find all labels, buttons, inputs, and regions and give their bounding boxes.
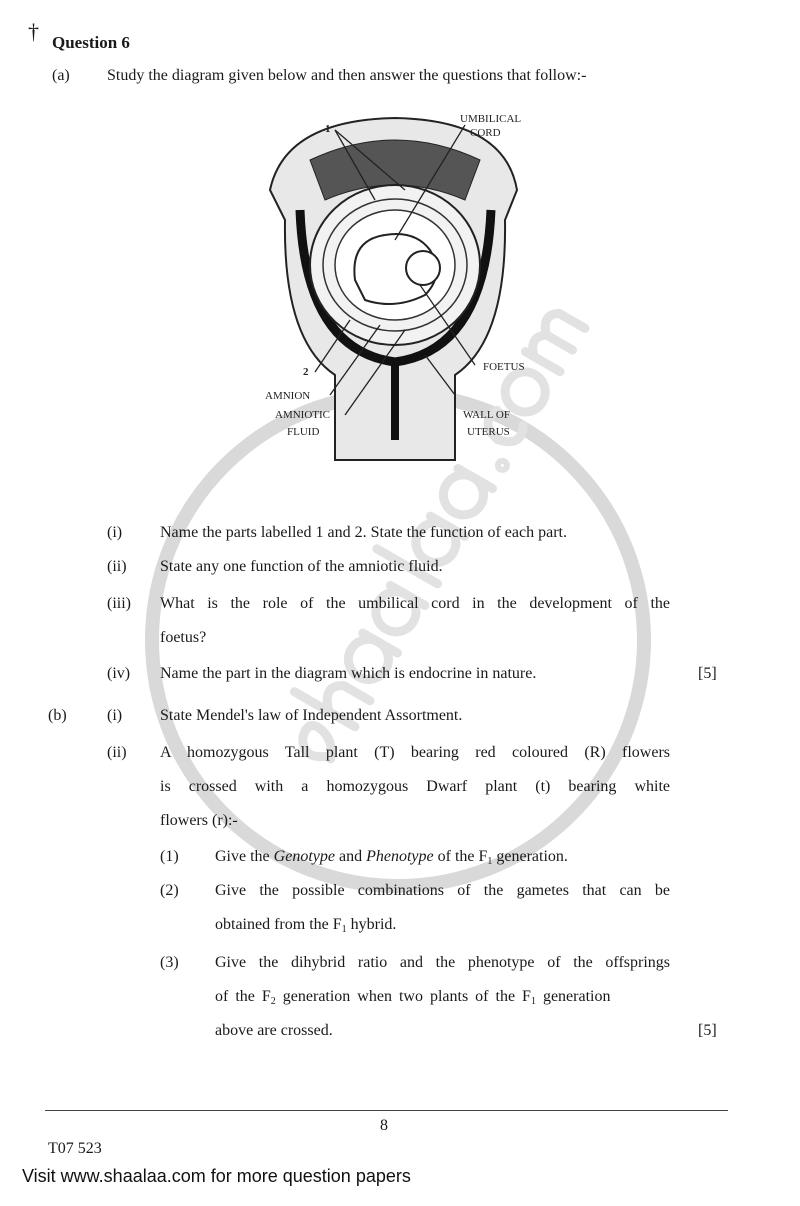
sub-3-line2: of the $F_2$ generation when two plants of the $F_1$ generation xyxy=(215,988,611,1007)
label-wall-of: WALL OF xyxy=(463,409,510,421)
label-cord: CORD xyxy=(470,127,501,139)
sub-3-num: (3) xyxy=(160,954,179,971)
part-b-marks: [5] xyxy=(698,1022,717,1039)
label-amniotic: AMNIOTIC xyxy=(275,409,330,421)
label-uterus: UTERUS xyxy=(467,426,510,438)
qb-ii-line1: A homozygous Tall plant (T) bearing red coloured (R) flowers xyxy=(160,744,670,761)
part-a-intro: Study the diagram given below and then answer the questions that follow:- xyxy=(107,67,587,84)
sub-1-text: Give the Genotype and Phenotype of the $F_1$ generation. xyxy=(215,848,568,867)
qa-iii-num: (iii) xyxy=(107,595,131,612)
qa-iv-text: Name the part in the diagram which is endocrine in nature. xyxy=(160,665,537,682)
qb-i-text: State Mendel's law of Independent Assortment. xyxy=(160,707,463,724)
paper-code: T07 523 xyxy=(48,1140,102,1157)
label-umbilical: UMBILICAL xyxy=(460,113,522,125)
qb-ii-line2: is crossed with a homozygous Dwarf plant (t) bearing white xyxy=(160,778,670,795)
sub-2-line2: obtained from the $F_1$ hybrid. xyxy=(215,916,397,935)
question-title: Question 6 xyxy=(52,33,130,52)
qa-i-text: Name the parts labelled 1 and 2. State the function of each part. xyxy=(160,524,567,541)
sub-3-line3: above are crossed. xyxy=(215,1022,333,1039)
sub-2-line1: Give the possible combinations of the gametes that can be xyxy=(215,882,670,899)
footer-link-text: Visit www.shaalaa.com for more question papers xyxy=(22,1166,411,1186)
qa-iii-line1: What is the role of the umbilical cord in the development of the xyxy=(160,595,670,612)
part-a-label: (a) xyxy=(52,67,70,84)
label-2: 2 xyxy=(303,366,309,378)
label-fluid: FLUID xyxy=(287,426,320,438)
qa-ii-text: State any one function of the amniotic fluid. xyxy=(160,558,443,575)
part-b-label: (b) xyxy=(48,707,67,724)
margin-tick-mark: † xyxy=(28,19,39,44)
qb-i-num: (i) xyxy=(107,707,123,724)
qa-i-num: (i) xyxy=(107,524,123,541)
uterus-foetus-diagram xyxy=(255,100,545,480)
page-number: 8 xyxy=(380,1117,388,1134)
label-amnion: AMNION xyxy=(265,390,311,402)
part-a-marks: [5] xyxy=(698,665,717,682)
footer-divider xyxy=(45,1110,728,1111)
qa-iii-line2: foetus? xyxy=(160,629,207,646)
label-foetus: FOETUS xyxy=(483,361,525,373)
sub-2-num: (2) xyxy=(160,882,179,899)
qb-ii-line3: flowers (r):- xyxy=(160,812,238,829)
qa-iv-num: (iv) xyxy=(107,665,131,682)
qb-ii-num: (ii) xyxy=(107,744,127,761)
sub-1-num: (1) xyxy=(160,848,179,865)
label-1: 1 xyxy=(325,123,331,135)
sub-3-line1: Give the dihybrid ratio and the phenotype of the offsprings xyxy=(215,954,670,971)
qa-ii-num: (ii) xyxy=(107,558,127,575)
